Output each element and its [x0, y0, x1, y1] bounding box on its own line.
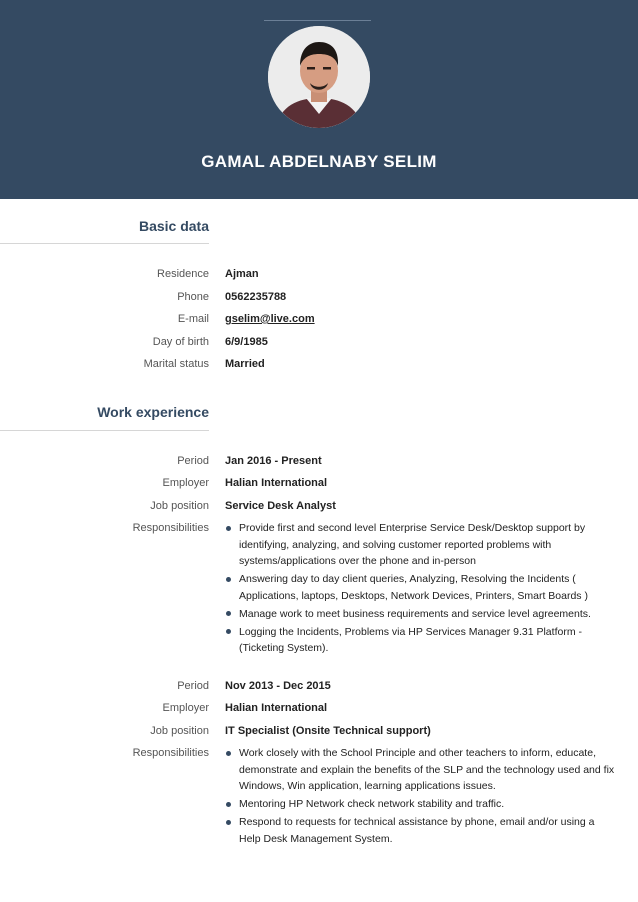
- field-label: Period: [177, 455, 209, 467]
- field-value: Halian International: [225, 477, 328, 489]
- field-value: Halian International: [225, 702, 328, 714]
- field-label: E-mail: [177, 313, 209, 325]
- field-value: 6/9/1985: [225, 336, 268, 348]
- field-value: Jan 2016 - Present: [225, 455, 322, 467]
- list-item: [225, 814, 615, 847]
- field-label: Responsibilities: [132, 747, 209, 759]
- section-title-work-experience: Work experience: [97, 404, 209, 420]
- field-value: Nov 2013 - Dec 2015: [225, 680, 331, 692]
- list-item: [225, 606, 615, 623]
- bullet-icon: [226, 526, 231, 531]
- email-link[interactable]: gselim@live.com: [225, 313, 315, 325]
- list-item: [225, 745, 615, 795]
- responsibilities-list: [225, 745, 615, 849]
- field-label: Residence: [157, 268, 209, 280]
- field-label: Phone: [177, 291, 209, 303]
- list-item-text: Logging the Incidents, Problems via HP Services Manager 9.31 Platform - (Ticketing System).: [239, 625, 582, 654]
- field-label: Employer: [162, 477, 209, 489]
- person-avatar-icon: [268, 26, 370, 128]
- header-divider: [264, 20, 371, 21]
- profile-photo: [268, 26, 370, 128]
- cv-header: [0, 0, 638, 199]
- field-label: Marital status: [143, 358, 209, 370]
- field-label: Job position: [150, 500, 209, 512]
- list-item: [225, 571, 615, 604]
- bullet-icon: [226, 820, 231, 825]
- section-title-basic-data: Basic data: [138, 218, 209, 234]
- bullet-icon: [226, 802, 231, 807]
- field-label: Period: [177, 680, 209, 692]
- field-value: Ajman: [225, 268, 259, 280]
- field-label: Responsibilities: [132, 522, 209, 534]
- list-item: [225, 796, 615, 813]
- field-label: Employer: [162, 702, 209, 714]
- person-name: GAMAL ABDELNABY SELIM: [201, 152, 437, 171]
- bullet-icon: [226, 577, 231, 582]
- section-divider: [0, 243, 209, 244]
- field-value: [225, 313, 315, 325]
- list-item-text: Manage work to meet business requirements and service level agreements.: [239, 607, 591, 620]
- field-value: Service Desk Analyst: [225, 500, 336, 512]
- bullet-icon: [226, 751, 231, 756]
- list-item-text: Answering day to day client queries, Analyzing, Resolving the Incidents ( Applications, laptops, Desktops, Network Devices, Printers, Smart Boards ): [239, 573, 588, 602]
- list-item-text: Work closely with the School Principle and other teachers to inform, educate, demonstrate and explain the benefits of the SLP and the technology used and fix Windows, Win application, learning applications issues.: [239, 747, 615, 792]
- bullet-icon: [226, 611, 231, 616]
- list-item: [225, 520, 615, 570]
- field-value: IT Specialist (Onsite Technical support): [225, 725, 431, 737]
- field-value: Married: [225, 358, 265, 370]
- field-value: 0562235788: [225, 291, 287, 303]
- list-item-text: Respond to requests for technical assistance by phone, email and/or using a Help Desk Management System.: [239, 816, 595, 845]
- field-label: Day of birth: [152, 336, 209, 348]
- list-item-text: Mentoring HP Network check network stability and traffic.: [239, 798, 505, 810]
- section-divider: [0, 430, 209, 431]
- field-label: Job position: [150, 725, 209, 737]
- list-item: [225, 624, 615, 657]
- bullet-icon: [226, 629, 231, 634]
- responsibilities-list: [225, 520, 615, 658]
- list-item-text: Provide first and second level Enterprise Service Desk/Desktop support by identifying, analyzing, and solving customer reported problems with systems/applications over the phone and in-person: [239, 522, 586, 567]
